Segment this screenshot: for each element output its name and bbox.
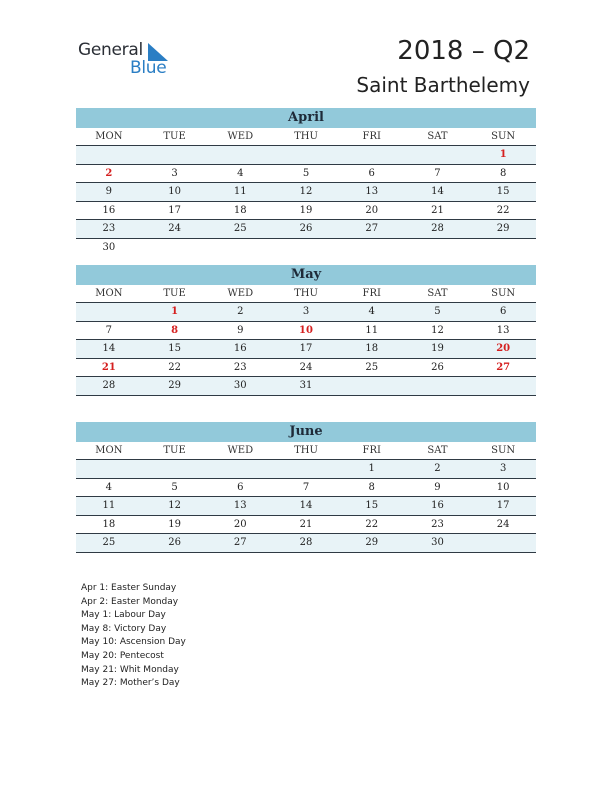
weekday-label: MON bbox=[95, 131, 123, 142]
date-cell: 16 bbox=[233, 343, 247, 354]
holiday-date-cell: 1 bbox=[171, 306, 179, 317]
date-cell bbox=[76, 460, 142, 478]
holiday-date-cell: 20 bbox=[496, 343, 511, 354]
date-cell: 23 bbox=[102, 223, 116, 234]
brand-logo bbox=[78, 40, 188, 80]
week-row bbox=[76, 340, 536, 359]
holiday-item: Apr 1: Easter Sunday bbox=[81, 583, 177, 593]
date-cell: 19 bbox=[299, 204, 313, 216]
date-cell: 22 bbox=[496, 204, 510, 216]
date-cell bbox=[76, 303, 142, 321]
date-cell: 25 bbox=[233, 223, 247, 234]
date-cell: 5 bbox=[302, 167, 310, 179]
holiday-date-cell: 27 bbox=[496, 361, 511, 373]
date-cell: 25 bbox=[365, 361, 379, 373]
weekday-label: SUN bbox=[491, 445, 516, 456]
date-cell: 11 bbox=[102, 500, 116, 511]
week-row bbox=[76, 220, 536, 239]
week-row bbox=[76, 239, 536, 257]
date-cell bbox=[142, 239, 208, 257]
date-cell bbox=[405, 377, 471, 395]
month-june bbox=[76, 422, 536, 553]
date-cell: 30 bbox=[233, 380, 247, 391]
date-cell: 26 bbox=[299, 223, 313, 234]
week-row bbox=[76, 377, 536, 396]
week-row bbox=[76, 460, 536, 479]
date-cell: 31 bbox=[299, 380, 313, 391]
date-cell: 25 bbox=[102, 537, 116, 548]
holiday-item: May 27: Mother’s Day bbox=[81, 678, 180, 689]
weekday-label: FRI bbox=[362, 288, 381, 299]
date-cell: 28 bbox=[102, 380, 116, 391]
date-cell bbox=[339, 146, 405, 164]
week-row bbox=[76, 183, 536, 202]
date-cell: 3 bbox=[499, 463, 507, 474]
holiday-item: May 1: Labour Day bbox=[81, 610, 166, 621]
date-cell: 21 bbox=[431, 204, 444, 216]
date-cell: 24 bbox=[496, 518, 510, 530]
date-cell: 4 bbox=[105, 481, 113, 493]
holiday-item: May 21: Whit Monday bbox=[81, 664, 179, 675]
date-cell bbox=[273, 460, 339, 478]
date-cell bbox=[470, 239, 536, 257]
date-cell bbox=[405, 146, 471, 164]
date-cell: 22 bbox=[365, 518, 379, 530]
date-cell: 17 bbox=[496, 500, 510, 511]
weekday-label: FRI bbox=[362, 445, 381, 456]
date-cell: 6 bbox=[237, 481, 244, 493]
date-cell: 14 bbox=[431, 186, 444, 197]
date-cell bbox=[207, 239, 273, 257]
date-cell: 8 bbox=[368, 481, 375, 493]
logo-blue-text: Blue bbox=[130, 58, 167, 78]
date-cell: 20 bbox=[365, 204, 379, 216]
date-cell: 11 bbox=[233, 186, 247, 197]
month-header: June bbox=[76, 422, 536, 442]
date-cell: 29 bbox=[168, 380, 181, 391]
weekday-label: FRI bbox=[362, 131, 381, 142]
month-may bbox=[76, 265, 536, 396]
weekday-label: TUE bbox=[163, 445, 186, 456]
date-cell bbox=[142, 146, 208, 164]
date-cell: 15 bbox=[365, 500, 379, 511]
week-row bbox=[76, 146, 536, 165]
date-cell: 24 bbox=[168, 223, 181, 234]
date-cell: 18 bbox=[233, 204, 247, 216]
date-cell bbox=[339, 377, 405, 395]
page-title: 2018 – Q2 bbox=[397, 36, 530, 66]
date-cell: 7 bbox=[105, 324, 113, 336]
holiday-date-cell: 2 bbox=[105, 167, 113, 179]
holiday-item: May 10: Ascension Day bbox=[81, 637, 186, 648]
holiday-item: Apr 2: Easter Monday bbox=[81, 596, 179, 607]
date-cell bbox=[339, 239, 405, 257]
date-cell: 13 bbox=[233, 500, 247, 511]
holiday-date-cell: 1 bbox=[499, 149, 507, 160]
date-cell: 19 bbox=[431, 343, 444, 354]
date-cell: 23 bbox=[233, 361, 247, 373]
date-cell: 7 bbox=[434, 167, 441, 179]
date-cell: 20 bbox=[233, 518, 247, 530]
date-cell: 30 bbox=[102, 241, 116, 253]
date-cell: 30 bbox=[431, 537, 444, 548]
weekday-label: SAT bbox=[427, 288, 448, 299]
date-cell: 13 bbox=[496, 324, 510, 336]
date-cell: 9 bbox=[105, 186, 113, 197]
date-cell: 17 bbox=[168, 204, 181, 216]
week-row bbox=[76, 497, 536, 516]
date-cell: 9 bbox=[237, 324, 244, 336]
page-subtitle: Saint Barthelemy bbox=[356, 73, 530, 97]
date-cell: 29 bbox=[365, 537, 379, 548]
date-cell bbox=[207, 460, 273, 478]
weekday-label: THU bbox=[294, 445, 318, 456]
date-cell: 6 bbox=[499, 306, 507, 317]
date-cell: 6 bbox=[368, 167, 375, 179]
date-cell: 10 bbox=[496, 481, 510, 493]
date-cell: 15 bbox=[496, 186, 510, 197]
week-row bbox=[76, 322, 536, 341]
date-cell: 5 bbox=[171, 481, 178, 493]
date-cell: 14 bbox=[102, 343, 116, 354]
date-cell: 3 bbox=[302, 306, 310, 317]
weekday-label: WED bbox=[227, 445, 254, 456]
month-header: May bbox=[76, 265, 536, 285]
date-cell bbox=[470, 377, 536, 395]
date-cell: 18 bbox=[365, 343, 379, 354]
weekday-label: WED bbox=[227, 131, 254, 142]
weekday-row bbox=[76, 442, 536, 460]
date-cell: 23 bbox=[431, 518, 444, 530]
date-cell: 18 bbox=[102, 518, 116, 530]
holiday-date-cell: 8 bbox=[171, 324, 179, 336]
weekday-label: SAT bbox=[427, 445, 448, 456]
date-cell: 12 bbox=[299, 186, 313, 197]
date-cell: 14 bbox=[299, 500, 313, 511]
weekday-label: MON bbox=[95, 445, 123, 456]
date-cell: 4 bbox=[237, 167, 244, 179]
weekday-label: TUE bbox=[163, 288, 186, 299]
date-cell: 4 bbox=[368, 306, 375, 317]
week-row bbox=[76, 303, 536, 322]
date-cell: 2 bbox=[237, 306, 244, 317]
weekday-label: MON bbox=[95, 288, 123, 299]
weekday-label: THU bbox=[294, 131, 318, 142]
date-cell: 11 bbox=[365, 324, 379, 336]
logo-general-text: General bbox=[78, 40, 143, 60]
week-row bbox=[76, 202, 536, 221]
holiday-date-cell: 21 bbox=[101, 361, 116, 373]
date-cell: 15 bbox=[168, 343, 181, 354]
weekday-label: THU bbox=[294, 288, 318, 299]
date-cell: 29 bbox=[496, 223, 510, 234]
weekday-label: SAT bbox=[427, 131, 448, 142]
week-row bbox=[76, 516, 536, 535]
weekday-row bbox=[76, 285, 536, 303]
date-cell: 16 bbox=[431, 500, 444, 511]
date-cell bbox=[405, 239, 471, 257]
date-cell: 8 bbox=[499, 167, 507, 179]
date-cell: 12 bbox=[431, 324, 444, 336]
date-cell: 2 bbox=[434, 463, 441, 474]
date-cell: 21 bbox=[299, 518, 313, 530]
date-cell: 9 bbox=[434, 481, 441, 493]
holiday-item: May 8: Victory Day bbox=[81, 623, 167, 634]
date-cell: 12 bbox=[168, 500, 181, 511]
date-cell bbox=[470, 534, 536, 552]
month-april bbox=[76, 108, 536, 256]
month-header: April bbox=[76, 108, 536, 128]
date-cell bbox=[76, 146, 142, 164]
weekday-label: WED bbox=[227, 288, 254, 299]
date-cell: 17 bbox=[299, 343, 313, 354]
date-cell: 5 bbox=[434, 306, 441, 317]
week-row bbox=[76, 479, 536, 498]
weekday-row bbox=[76, 128, 536, 146]
date-cell: 13 bbox=[365, 186, 379, 197]
date-cell: 26 bbox=[168, 537, 181, 548]
date-cell bbox=[273, 146, 339, 164]
week-row bbox=[76, 165, 536, 184]
holiday-date-cell: 10 bbox=[299, 324, 313, 336]
weekday-label: SUN bbox=[491, 131, 516, 142]
week-row bbox=[76, 534, 536, 553]
date-cell: 19 bbox=[168, 518, 181, 530]
holiday-item: May 20: Pentecost bbox=[81, 650, 164, 661]
date-cell bbox=[273, 239, 339, 257]
date-cell: 7 bbox=[302, 481, 310, 493]
week-row bbox=[76, 359, 536, 378]
date-cell: 3 bbox=[171, 167, 178, 179]
date-cell: 24 bbox=[299, 361, 313, 373]
date-cell: 10 bbox=[168, 186, 181, 197]
date-cell bbox=[142, 460, 208, 478]
date-cell: 27 bbox=[365, 223, 379, 234]
date-cell: 28 bbox=[299, 537, 313, 548]
weekday-label: TUE bbox=[163, 131, 186, 142]
date-cell: 27 bbox=[233, 537, 247, 548]
weekday-label: SUN bbox=[491, 288, 516, 299]
date-cell: 22 bbox=[168, 361, 181, 373]
date-cell: 26 bbox=[431, 361, 444, 373]
date-cell: 16 bbox=[102, 204, 116, 216]
date-cell: 28 bbox=[431, 223, 444, 234]
date-cell: 1 bbox=[368, 463, 375, 474]
date-cell bbox=[207, 146, 273, 164]
holiday-list bbox=[81, 582, 186, 691]
